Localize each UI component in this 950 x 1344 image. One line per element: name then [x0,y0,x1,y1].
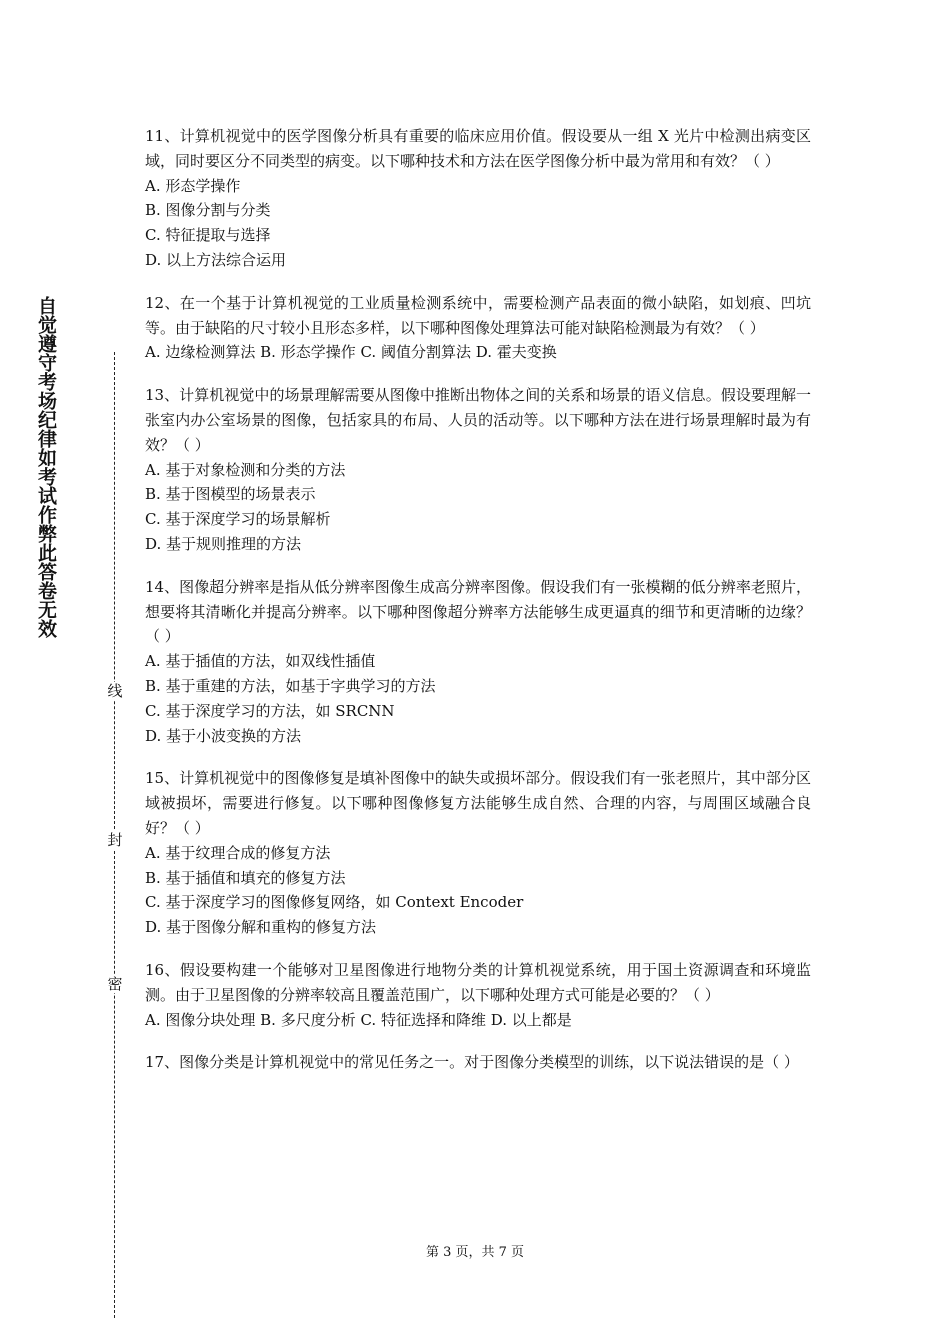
option-c: C. 基于深度学习的场景解析 [145,510,331,529]
question-stem: 13、计算机视觉中的场景理解需要从图像中推断出物体之间的关系和场景的语义信息。假设要理解一张室内办公室场景的图像，包括家具的布局、人员的活动等。以下哪种方法在进行场景理解时最为有效？（ ） [145,386,811,454]
option-d: D. 基于小波变换的方法 [145,726,302,745]
question-list [145,124,811,1075]
question-11 [145,124,811,273]
option-b: B. 图像分割与分类 [145,201,271,220]
option-c: C. 基于深度学习的图像修复网络，如 Context Encoder [145,893,524,912]
option-c: C. 基于深度学习的方法，如 SRCNN [145,701,395,720]
binding-mark-mi: 密 [107,975,123,993]
option-a: A. 基于插值的方法，如双线性插值 [145,652,376,671]
question-15 [145,766,811,940]
option-d: D. 基于图像分解和重构的修复方法 [145,918,377,937]
option-d: D. 以上方法综合运用 [145,250,287,269]
options-inline: A. 图像分块处理 B. 多尺度分析 C. 特征选择和降维 D. 以上都是 [145,1010,572,1029]
question-16 [145,958,811,1032]
question-13 [145,383,811,557]
question-stem: 16、假设要构建一个能够对卫星图像进行地物分类的计算机视觉系统，用于国土资源调查和环境监测。由于卫星图像的分辨率较高且覆盖范围广，以下哪种处理方式可能是必要的？（ ） [145,960,811,1004]
question-stem: 11、计算机视觉中的医学图像分析具有重要的临床应用价值。假设要从一组 X 光片中检测出病变区域，同时要区分不同类型的病变。以下哪种技术和方法在医学图像分析中最为常用和有效？（ ） [145,127,811,170]
page-footer: 第 3 页，共 7 页 [425,1245,525,1260]
question-stem: 14、图像超分辨率是指从低分辨率图像生成高分辨率图像。假设我们有一张模糊的低分辨率老照片，想要将其清晰化并提高分辨率。以下哪种图像超分辨率方法能够生成更逼真的细节和更清晰的边缘？（ ） [145,577,811,646]
binding-mark-feng: 封 [107,831,123,849]
question-14 [145,575,811,749]
binding-mark-xian: 线 [107,682,123,700]
option-d: D. 基于规则推理的方法 [145,534,302,553]
question-stem: 15、计算机视觉中的图像修复是填补图像中的缺失或损坏部分。假设我们有一张老照片，其中部分区域被损坏，需要进行修复。以下哪种图像修复方法能够生成自然、合理的内容，与周围区域融合良好？（ ） [145,769,811,837]
option-c: C. 特征提取与选择 [145,226,271,245]
option-a: A. 形态学操作 [145,176,241,195]
option-b: B. 基于图模型的场景表示 [145,485,316,504]
question-stem: 12、在一个基于计算机视觉的工业质量检测系统中，需要检测产品表面的微小缺陷，如划痕、凹坑等。由于缺陷的尺寸较小且形态多样，以下哪种图像处理算法可能对缺陷检测最为有效？（ ） [145,293,811,337]
option-a: A. 基于对象检测和分类的方法 [145,460,346,479]
option-b: B. 基于插值和填充的修复方法 [145,868,346,887]
question-12 [145,291,811,365]
question-stem: 17、图像分类是计算机视觉中的常见任务之一。对于图像分类模型的训练，以下说法错误的是（ ） [145,1053,799,1072]
option-b: B. 基于重建的方法，如基于字典学习的方法 [145,676,436,695]
exam-discipline-warning: 自觉遵守考场纪律如考试作弊此答卷无效 [35,296,57,638]
option-a: A. 基于纹理合成的修复方法 [145,843,331,862]
options-inline: A. 边缘检测算法 B. 形态学操作 C. 阈值分割算法 D. 霍夫变换 [145,343,557,362]
question-17 [145,1050,811,1075]
